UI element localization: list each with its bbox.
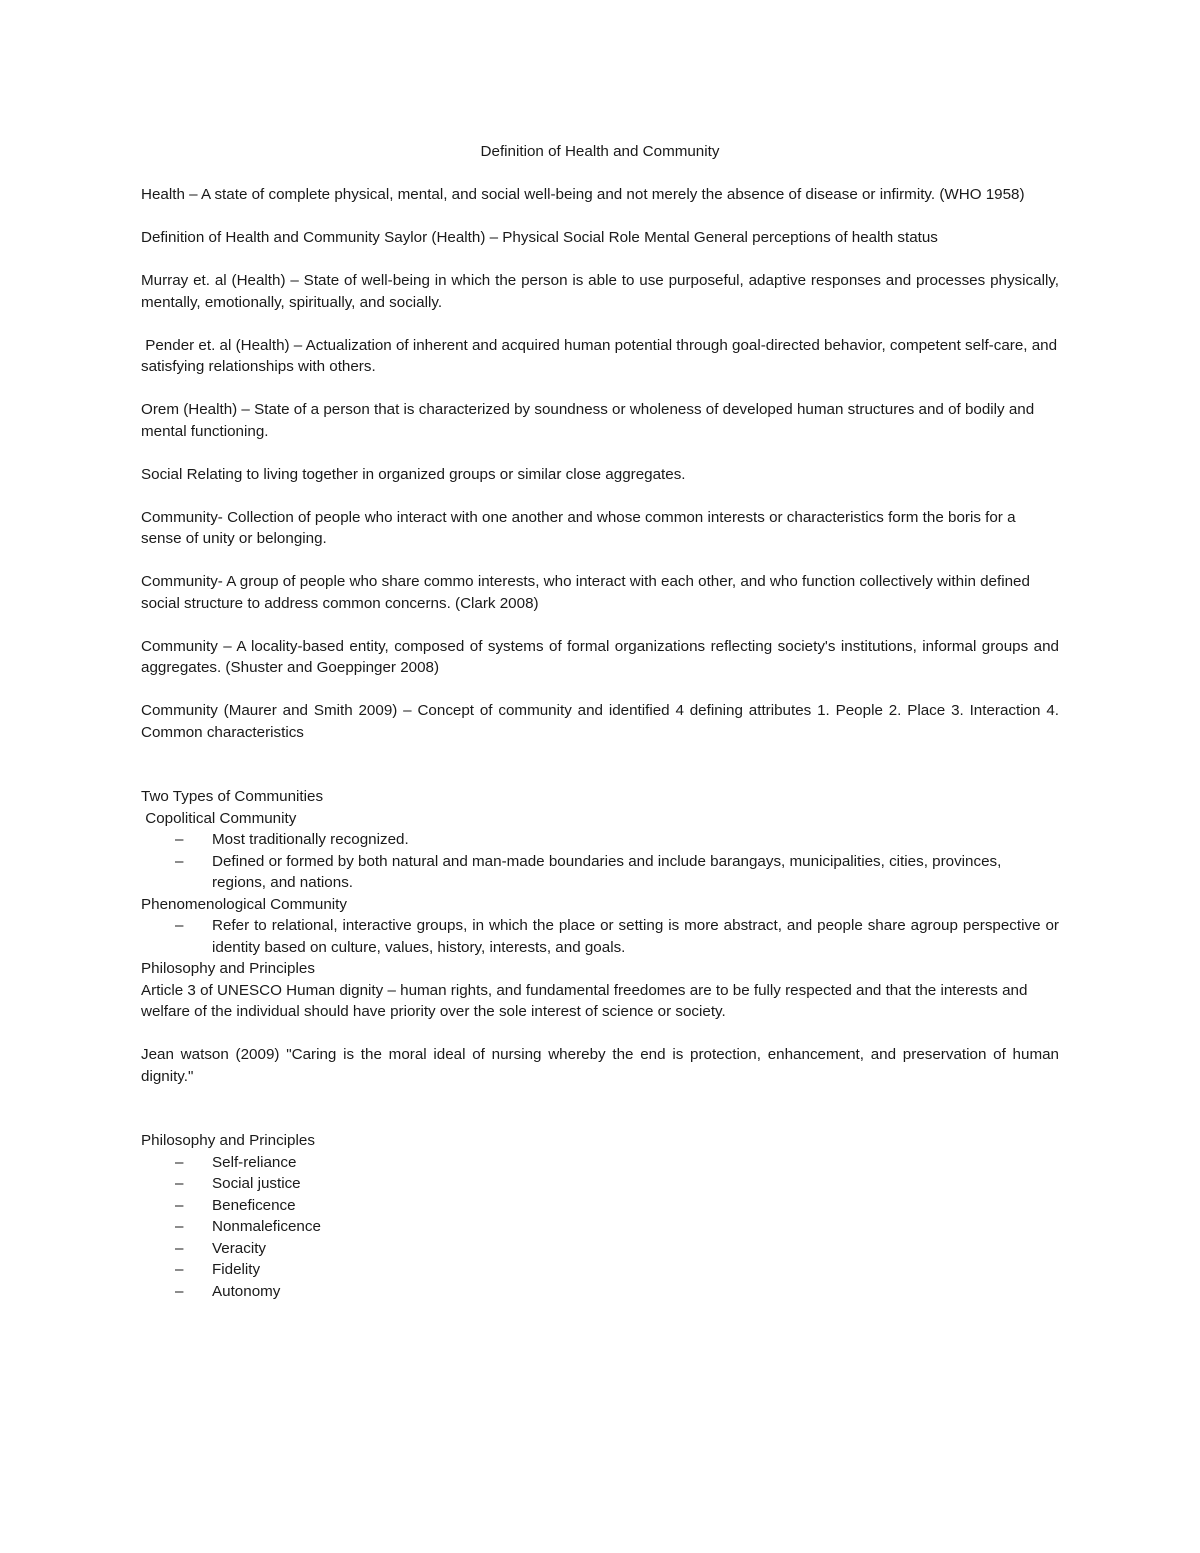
paragraph-watson: Jean watson (2009) "Caring is the moral ideal of nursing whereby the end is protection, enhancement, and preservation of human dignity." bbox=[141, 1046, 1059, 1085]
paragraph-community-maurer: Community (Maurer and Smith 2009) – Concept of community and identified 4 defining attributes 1. People 2. Place 3. Interaction 4. Common characteristics bbox=[141, 702, 1059, 741]
list-item-text: Fidelity bbox=[212, 1261, 261, 1278]
list-item bbox=[141, 915, 1059, 958]
types-heading: Two Types of Communities bbox=[141, 788, 324, 805]
list-item bbox=[141, 1216, 1059, 1238]
copolitical-list bbox=[141, 829, 1059, 894]
document-title: Definition of Health and Community bbox=[480, 143, 720, 160]
dash-bullet: – bbox=[175, 852, 184, 870]
blank-line bbox=[141, 1109, 1059, 1131]
list-item bbox=[141, 1238, 1059, 1260]
paragraph-social: Social Relating to living together in organized groups or similar close aggregates. bbox=[141, 465, 686, 483]
philosophy-heading: Philosophy and Principles bbox=[141, 960, 315, 977]
list-item bbox=[141, 1152, 1059, 1174]
list-item bbox=[141, 1281, 1059, 1303]
list-item-text: Beneficence bbox=[212, 1196, 296, 1214]
list-item bbox=[141, 1259, 1059, 1281]
list-item-text: Autonomy bbox=[212, 1282, 281, 1300]
dash-bullet: – bbox=[175, 1282, 184, 1300]
list-item-text: Social justice bbox=[212, 1175, 301, 1192]
paragraph-community-clark: Community- A group of people who share commo interests, who interact with each other, and who function collectively within defined social structure to address common concerns. (Clark 2008) bbox=[141, 573, 1030, 612]
list-item-text: Veracity bbox=[212, 1239, 267, 1257]
philosophy-heading: Philosophy and Principles bbox=[141, 1132, 315, 1149]
list-item bbox=[141, 851, 1059, 894]
list-item-text: Refer to relational, interactive groups, in which the place or setting is more abstract, and people share agroup perspective or identity based on culture, values, history, interests, and goals. bbox=[212, 917, 1059, 956]
dash-bullet: – bbox=[175, 917, 184, 934]
dash-bullet: – bbox=[175, 1218, 184, 1235]
blank-line bbox=[141, 765, 1059, 787]
dash-bullet: – bbox=[175, 1261, 184, 1278]
dash-bullet: – bbox=[175, 1175, 184, 1192]
list-item bbox=[141, 829, 1059, 851]
list-item-text: Nonmaleficence bbox=[212, 1218, 321, 1235]
principles-list bbox=[141, 1152, 1059, 1303]
paragraph-pender-health: Pender et. al (Health) – Actualization of inherent and acquired human potential through goal-directed behavior, competent self-care, and satisfying relationships with others. bbox=[141, 336, 1062, 375]
phenomenological-list bbox=[141, 915, 1059, 958]
paragraph-orem-health: Orem (Health) – State of a person that is characterized by soundness or wholeness of developed human structures and of bodily and mental functioning. bbox=[141, 401, 1035, 440]
paragraph-community-shuster: Community – A locality-based entity, composed of systems of formal organizations reflecting society's institutions, informal groups and aggregates. (Shuster and Goeppinger 2008) bbox=[141, 637, 1059, 676]
document-page bbox=[141, 141, 1062, 1302]
list-item bbox=[141, 1173, 1059, 1195]
phenomenological-heading: Phenomenological Community bbox=[141, 895, 347, 913]
list-item bbox=[141, 1195, 1059, 1217]
list-item-text: Most traditionally recognized. bbox=[212, 831, 409, 848]
dash-bullet: – bbox=[175, 1196, 184, 1214]
paragraph-community-collection: Community- Collection of people who interact with one another and whose common interests or characteristics form the boris for a sense of unity or belonging. bbox=[141, 508, 1016, 547]
dash-bullet: – bbox=[175, 831, 184, 848]
list-item-text: Self-reliance bbox=[212, 1153, 297, 1171]
paragraph-murray-health: Murray et. al (Health) – State of well-being in which the person is able to use purposeful, adaptive responses and processes physically, mentally, emotionally, spiritually, and socially. bbox=[141, 272, 1059, 311]
dash-bullet: – bbox=[175, 1153, 184, 1171]
list-item-text: Defined or formed by both natural and man-made boundaries and include barangays, municipalities, cities, provinces, regions, and nations. bbox=[212, 852, 1002, 891]
paragraph-who-health: Health – A state of complete physical, mental, and social well-being and not merely the absence of disease or infirmity. (WHO 1958) bbox=[141, 186, 1025, 203]
paragraph-saylor-health: Definition of Health and Community Saylor (Health) – Physical Social Role Mental General perceptions of health status bbox=[141, 229, 938, 246]
dash-bullet: – bbox=[175, 1239, 184, 1257]
copolitical-heading: Copolitical Community bbox=[141, 809, 297, 827]
paragraph-unesco: Article 3 of UNESCO Human dignity – human rights, and fundamental freedomes are to be fully respected and that the interests and welfare of the individual should have priority over the sole interest of science or society. bbox=[141, 981, 1028, 1020]
